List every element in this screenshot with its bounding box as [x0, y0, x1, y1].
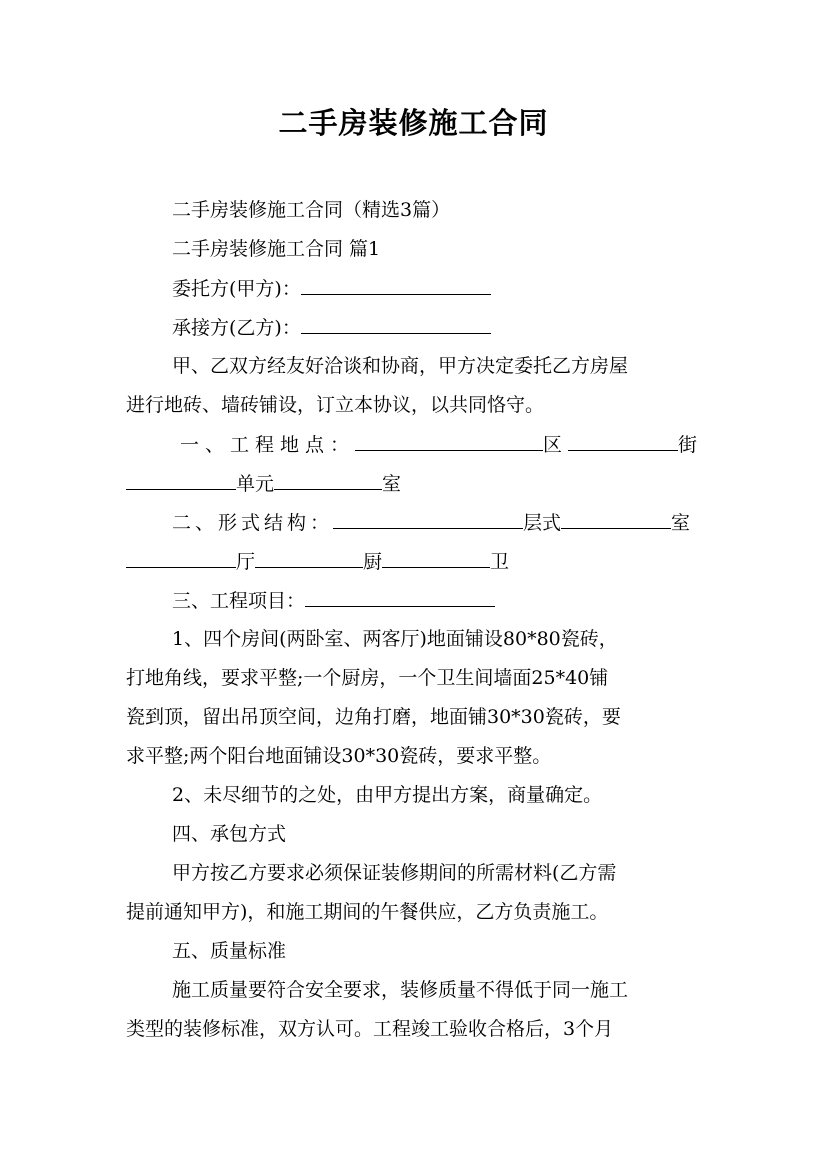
para1-line-1: 1、四个房间(两卧室、两客厅)地面铺设80*80瓷砖， — [172, 628, 618, 650]
item1-label: 一、工程地点： — [180, 434, 356, 456]
party-a-line — [126, 269, 750, 308]
intro-text-1: 甲、乙双方经友好洽谈和协商，甲方决定委托乙方房屋 — [172, 355, 629, 377]
document-title: 二手房装修施工合同 — [278, 106, 549, 140]
item1-room-blank — [274, 464, 382, 490]
item1-line-2 — [126, 464, 704, 503]
item2-hall-label: 厅 — [236, 551, 256, 573]
para2-line-1: 2、未尽细节的之处，由甲方提出方案，商量确定。 — [172, 784, 603, 806]
para4-line-2: 类型的装修标准，双方认可。工程竣工验收合格后，3个月 — [126, 1018, 614, 1040]
item2-hall-blank — [126, 542, 236, 568]
para3-line-1: 甲方按乙方要求必须保证装修期间的所需材料(乙方需 — [172, 862, 617, 884]
item2-line-2 — [126, 542, 704, 581]
para1-line-3: 瓷到顶，留出吊顶空间，边角打磨，地面铺30*30瓷砖，要 — [126, 706, 621, 728]
intro-line-1 — [126, 347, 704, 386]
item2-floor-label: 层式 — [523, 512, 562, 534]
item1-district-blank — [355, 425, 543, 451]
item2-kitchen-label: 厨 — [363, 551, 383, 573]
item3-label: 三、工程项目： — [172, 590, 306, 612]
para1-line-4: 求平整;两个阳台地面铺设30*30瓷砖，要求平整。 — [126, 745, 552, 767]
item4-heading: 四、承包方式 — [172, 823, 287, 845]
item1-street-label: 街 — [678, 434, 704, 456]
para1-line-2: 打地角线，要求平整;一个厨房，一个卫生间墙面25*40铺 — [126, 667, 609, 689]
item3-line — [126, 581, 750, 620]
subtitle: 二手房装修施工合同（精选3篇） — [172, 199, 451, 221]
item1-room-label: 室 — [382, 473, 402, 495]
para4-line-1: 施工质量要符合安全要求，装修质量不得低于同一施工 — [172, 979, 629, 1001]
item2-label: 二、形式结构： — [172, 512, 334, 534]
item2-line — [126, 503, 750, 542]
item2-bath-blank — [382, 542, 490, 568]
item1-line — [126, 425, 704, 464]
item2-floor-blank — [333, 503, 523, 529]
intro-line-2: 进行地砖、墙砖铺设，订立本协议，以共同恪守。 — [126, 394, 545, 416]
item2-bath-label: 卫 — [490, 551, 510, 573]
party-a-label: 委托方(甲方)： — [172, 278, 301, 300]
section-heading: 二手房装修施工合同 篇1 — [172, 238, 381, 260]
item2-room-blank — [561, 503, 671, 529]
item2-kitchen-blank — [255, 542, 363, 568]
item1-street-blank — [568, 425, 678, 451]
party-b-blank — [301, 308, 491, 334]
item1-unit-blank — [126, 464, 236, 490]
party-b-line — [126, 308, 750, 347]
item5-heading: 五、质量标准 — [172, 940, 287, 962]
item3-blank — [305, 581, 495, 607]
para3-line-2: 提前通知甲方)，和施工期间的午餐供应，乙方负责施工。 — [126, 901, 609, 923]
item1-unit-label: 单元 — [236, 473, 275, 495]
item1-district-label: 区 — [543, 434, 569, 456]
party-b-label: 承接方(乙方)： — [172, 317, 301, 339]
item2-room-label: 室 — [671, 512, 691, 534]
party-a-blank — [301, 269, 491, 295]
